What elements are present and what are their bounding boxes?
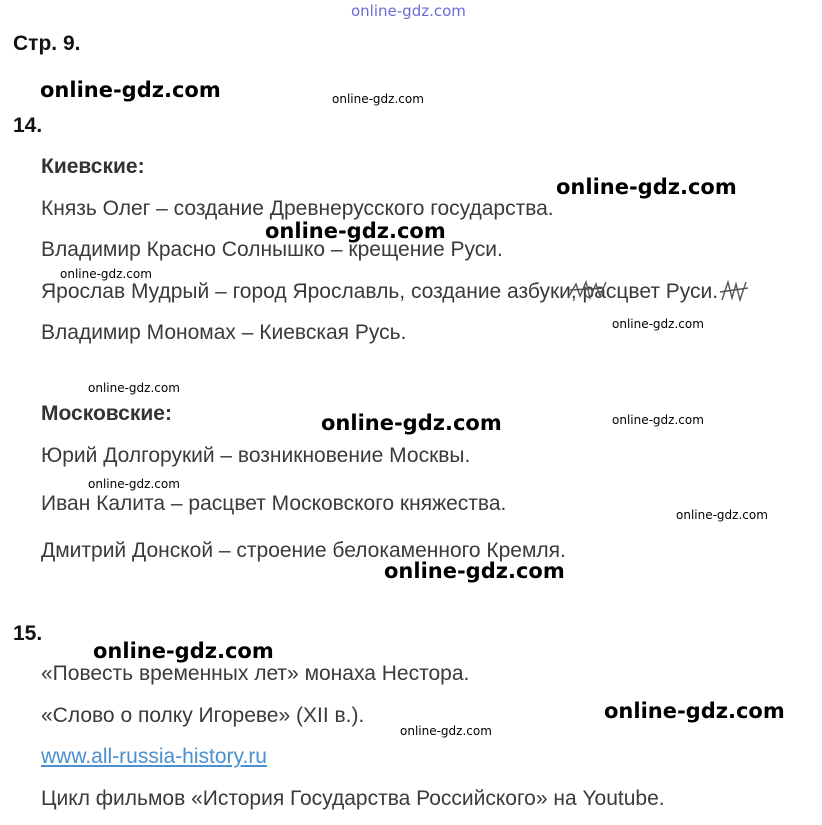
list-item: Иван Калита – расцвет Московского княжества. (41, 492, 507, 515)
list-item: «Слово о полку Игореве» (XII в.). (41, 704, 365, 727)
history-site-link[interactable]: www.all-russia-history.ru (41, 745, 267, 768)
list-item: Владимир Красно Солнышко – крещение Руси. (41, 238, 503, 261)
list-item: Владимир Мономах – Киевская Русь. (41, 321, 407, 344)
top-watermark: online-gdz.com (351, 2, 466, 20)
watermark: online-gdz.com (612, 317, 704, 331)
watermark: online-gdz.com (556, 175, 737, 199)
watermark: online-gdz.com (384, 559, 565, 583)
list-item: Юрий Долгорукий – возникновение Москвы. (41, 444, 471, 467)
watermark: online-gdz.com (321, 411, 502, 435)
scribble-mark-icon (718, 278, 764, 304)
watermark: online-gdz.com (612, 413, 704, 427)
task-number-15: 15. (13, 622, 43, 645)
list-item: Цикл фильмов «История Государства Российского» на Youtube. (41, 787, 665, 810)
watermark: online-gdz.com (60, 267, 152, 281)
task-number-14: 14. (13, 114, 43, 137)
watermark: online-gdz.com (93, 639, 274, 663)
watermark: online-gdz.com (400, 724, 492, 738)
watermark: online-gdz.com (604, 699, 785, 723)
group-heading-moscow: Московские: (41, 402, 172, 425)
list-item: Князь Олег – создание Древнерусского государства. (41, 197, 554, 220)
watermark: online-gdz.com (88, 381, 180, 395)
list-item: «Повесть временных лет» монаха Нестора. (41, 662, 470, 685)
group-heading-kievan: Киевские: (41, 155, 145, 178)
watermark: online-gdz.com (265, 219, 446, 243)
list-item: Дмитрий Донской – строение белокаменного Кремля. (41, 539, 566, 562)
watermark: online-gdz.com (88, 477, 180, 491)
watermark: online-gdz.com (332, 92, 424, 106)
watermark: online-gdz.com (40, 78, 221, 102)
list-item: Ярослав Мудрый – город Ярославль, создание азбуки, расцвет Руси. (41, 280, 719, 303)
page-label: Стр. 9. (13, 32, 81, 55)
scribble-mark-icon (566, 278, 612, 304)
watermark: online-gdz.com (676, 508, 768, 522)
